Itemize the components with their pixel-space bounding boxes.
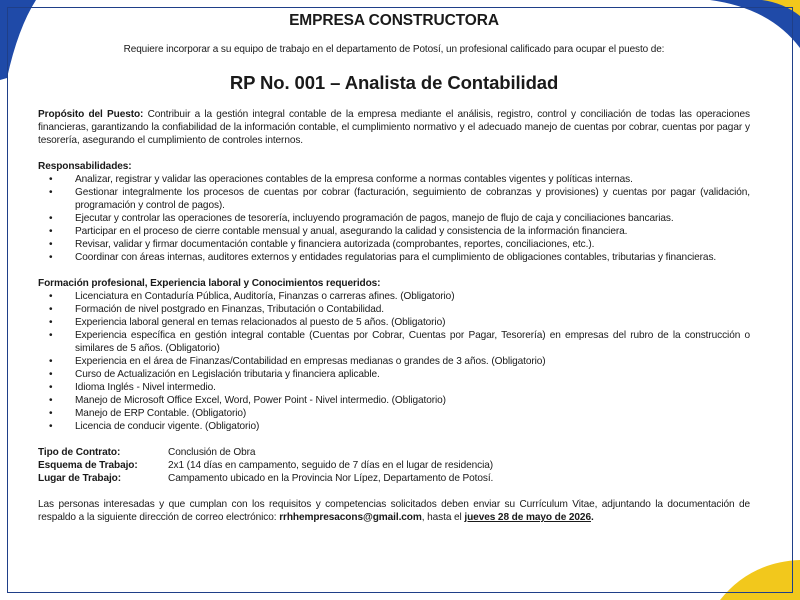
responsibilities-title: Responsabilidades:	[38, 161, 132, 172]
list-item: • Gestionar integralmente los procesos de cuentas por cobrar (facturación, seguimiento de cobranzas y provisiones) y cuentas por pagar (validación, programación y control de pagos).	[75, 186, 750, 212]
contract-row	[38, 446, 750, 459]
work-schedule-value: 2x1 (14 días en campamento, seguido de 7 días en el lugar de residencia)	[168, 460, 493, 471]
list-item: • Experiencia en el área de Finanzas/Contabilidad en empresas medianas o grandes de 3 años. (Obligatorio)	[75, 355, 750, 368]
list-item: • Analizar, registrar y validar las operaciones contables de la empresa conforme a normas contables vigentes y políticas internas.	[75, 173, 750, 186]
footer-text-middle: , hasta el	[421, 512, 465, 523]
purpose-text: Contribuir a la gestión integral contable de la empresa mediante el análisis, registro, control y conciliación de todas las operaciones financieras, garantizando la confiabilidad de la información contable, el cumplimiento normativo y el adecuado manejo de cuentas por cobrar, cuentas por pagar y tesorería, asegurando el cumplimiento de controles internos.	[38, 109, 750, 146]
list-item: • Manejo de ERP Contable. (Obligatorio)	[75, 407, 750, 420]
list-item: • Idioma Inglés - Nivel intermedio.	[75, 381, 750, 394]
contract-row	[38, 459, 750, 472]
workplace-value: Campamento ubicado en la Provincia Nor Lípez, Departamento de Potosí.	[168, 473, 494, 484]
list-item: • Experiencia específica en gestión integral contable (Cuentas por Cobrar, Cuentas por Pagar, Tesorería) en empresas del rubro de la construcción o similares de 5 años. (Obligatorio)	[75, 329, 750, 355]
list-item: • Curso de Actualización en Legislación tributaria y financiera aplicable.	[75, 368, 750, 381]
list-item: • Formación de nivel postgrado en Finanzas, Tributación o Contabilidad.	[75, 303, 750, 316]
list-item: • Licenciatura en Contaduría Pública, Auditoría, Finanzas o carreras afines. (Obligatorio)	[75, 290, 750, 303]
contract-type-label: Tipo de Contrato:	[38, 447, 121, 458]
list-item: • Manejo de Microsoft Office Excel, Word, Power Point - Nivel intermedio. (Obligatorio)	[75, 394, 750, 407]
list-item: • Participar en el proceso de cierre contable mensual y anual, asegurando la calidad y consistencia de la información financiera.	[75, 225, 750, 238]
application-instructions	[38, 498, 750, 524]
requirements-title: Formación profesional, Experiencia laboral y Conocimientos requeridos:	[38, 278, 381, 289]
footer-text-before: Las personas interesadas y que cumplan con los requisitos y competencias solicitados deben enviar su Currículum Vitae, adjuntando la documentación de respaldo a la siguiente dirección de correo electrónico:	[38, 499, 750, 523]
list-item: • Revisar, validar y firmar documentación contable y financiera autorizada (comprobantes, reportes, conciliaciones, etc.).	[75, 238, 750, 251]
contact-email[interactable]: rrhhempresacons@gmail.com	[279, 512, 422, 523]
intro-text: Requiere incorporar a su equipo de trabajo en el departamento de Potosí, un profesional calificado para ocupar el puesto de:	[123, 44, 665, 55]
list-item: • Licencia de conducir vigente. (Obligatorio)	[75, 420, 750, 433]
purpose-paragraph	[38, 108, 750, 147]
deadline-date: jueves 28 de mayo de 2026	[464, 512, 591, 523]
contract-row	[38, 472, 750, 485]
purpose-label: Propósito del Puesto:	[38, 109, 144, 120]
contract-details	[38, 446, 750, 485]
list-item: • Ejecutar y controlar las operaciones de tesorería, incluyendo programación de pagos, manejo de flujo de caja y conciliaciones bancarias.	[75, 212, 750, 225]
work-schedule-label: Esquema de Trabajo:	[38, 460, 138, 471]
contract-type-value: Conclusión de Obra	[168, 447, 256, 458]
position-title: RP No. 001 – Analista de Contabilidad	[229, 72, 559, 93]
workplace-label: Lugar de Trabajo:	[38, 473, 121, 484]
job-posting	[38, 10, 750, 524]
list-item: • Coordinar con áreas internas, auditores externos y entidades regulatorias para el cumplimiento de obligaciones contables, tributarias y financieras.	[75, 251, 750, 264]
footer-text-end: .	[590, 512, 594, 523]
requirements-list	[38, 290, 750, 433]
list-item: • Experiencia laboral general en temas relacionados al puesto de 5 años. (Obligatorio)	[75, 316, 750, 329]
responsibilities-list	[38, 173, 750, 264]
company-name: EMPRESA CONSTRUCTORA	[289, 12, 499, 29]
